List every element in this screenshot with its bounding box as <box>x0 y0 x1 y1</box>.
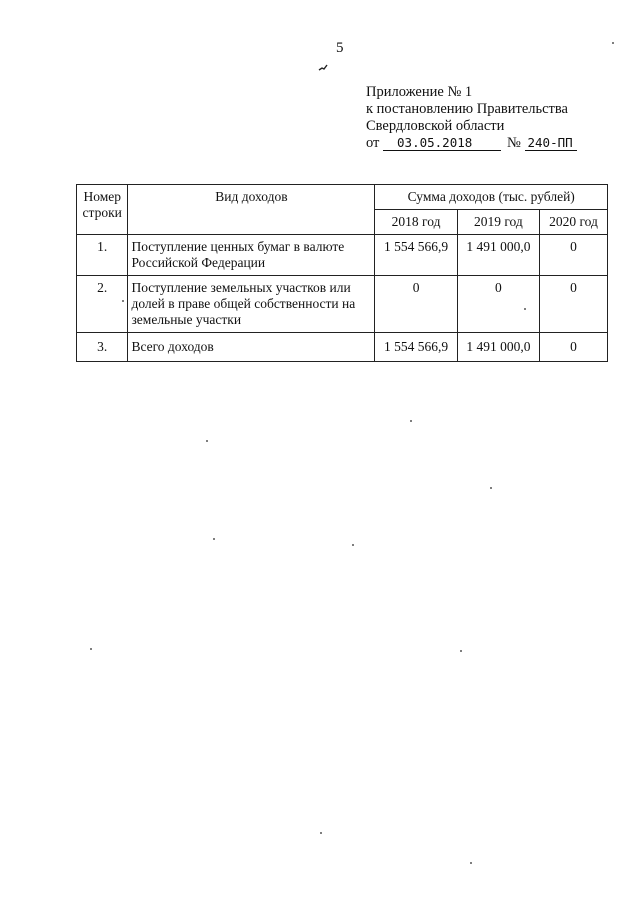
table-row-total <box>77 333 608 362</box>
number-label: № <box>507 135 521 151</box>
scan-speck <box>320 832 322 834</box>
row-value-2018: 1 554 566,9 <box>375 333 457 362</box>
row-number: 1. <box>77 235 128 276</box>
from-label: от <box>366 135 380 151</box>
row-revenue-type: Поступление земельных участков или долей в праве общей собственности на земельные участки <box>128 276 375 333</box>
table-row <box>77 235 608 276</box>
scan-speck <box>524 308 526 310</box>
table-header-row <box>77 185 608 210</box>
row-value-2019: 0 <box>457 276 539 333</box>
row-value-2019: 1 491 000,0 <box>457 235 539 276</box>
scan-speck <box>206 440 208 442</box>
row-number: 3. <box>77 333 128 362</box>
scan-speck <box>470 862 472 864</box>
row-value-2020: 0 <box>540 235 608 276</box>
stray-ink-mark-icon <box>318 62 328 72</box>
resolution-number: 240-ПП <box>525 135 577 151</box>
scan-speck <box>410 420 412 422</box>
revenue-table <box>76 184 608 362</box>
header-revenue-type: Вид доходов <box>128 185 375 235</box>
header-revenue-sum: Сумма доходов (тыс. рублей) <box>375 185 608 210</box>
header-row-number: Номер строки <box>77 185 128 235</box>
appendix-region-line: Свердловской области <box>366 118 505 134</box>
row-number: 2. <box>77 276 128 333</box>
resolution-date: 03.05.2018 <box>383 135 501 151</box>
header-year-2020: 2020 год <box>540 210 608 235</box>
row-value-2018: 0 <box>375 276 457 333</box>
header-year-2018: 2018 год <box>375 210 457 235</box>
table-row <box>77 276 608 333</box>
header-year-2019: 2019 год <box>457 210 539 235</box>
row-revenue-type: Всего доходов <box>128 333 375 362</box>
appendix-date-number-line <box>366 135 577 152</box>
appendix-title: Приложение № 1 <box>366 84 473 100</box>
scan-speck <box>352 544 354 546</box>
row-revenue-type: Поступление ценных бумаг в валюте Российской Федерации <box>128 235 375 276</box>
row-value-2020: 0 <box>540 333 608 362</box>
scan-speck <box>612 42 614 44</box>
row-value-2019: 1 491 000,0 <box>457 333 539 362</box>
appendix-header <box>366 84 577 152</box>
page-number: 5 <box>336 40 344 56</box>
row-value-2020: 0 <box>540 276 608 333</box>
scan-speck <box>490 487 492 489</box>
scan-speck <box>460 650 462 652</box>
scan-speck <box>213 538 215 540</box>
row-value-2018: 1 554 566,9 <box>375 235 457 276</box>
scan-speck <box>122 300 124 302</box>
scan-speck <box>90 648 92 650</box>
appendix-resolution-line: к постановлению Правительства <box>366 101 568 117</box>
